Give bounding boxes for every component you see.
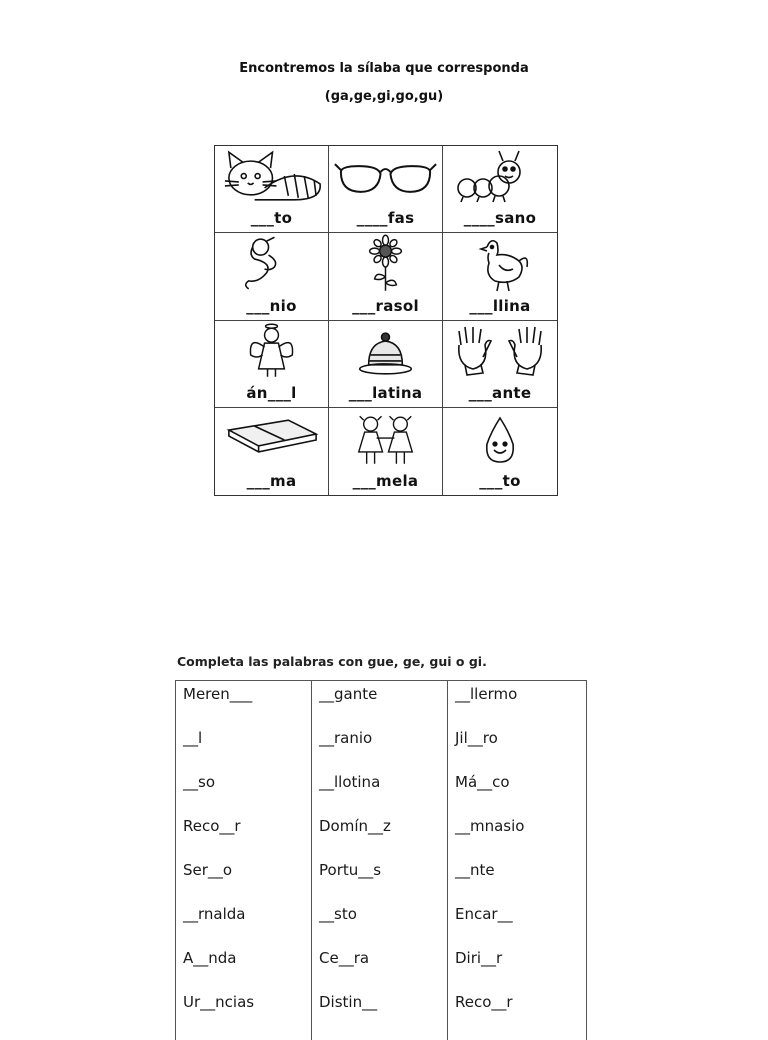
word-cell: __so	[183, 773, 215, 791]
word-cell: Reco__r	[183, 817, 241, 835]
word-cell: Ur__ncias	[183, 993, 255, 1011]
word-cell: Ce__ra	[319, 949, 370, 967]
picture-cell	[329, 233, 443, 320]
picture-cell	[215, 408, 329, 495]
sunflower-icon	[329, 233, 442, 295]
picture-label: ___llina	[469, 296, 531, 315]
picture-cell	[215, 233, 329, 320]
picture-cell	[215, 146, 329, 233]
picture-label: ___rasol	[352, 296, 419, 315]
word-cell: Reco__r	[455, 993, 513, 1011]
picture-cell	[443, 408, 557, 495]
picture-label: án___l	[246, 383, 297, 402]
word-cell: Portu__s	[319, 861, 382, 879]
word-cell: __gante	[319, 685, 378, 703]
jelly-icon	[329, 321, 442, 383]
picture-cell	[329, 146, 443, 233]
picture-cell	[329, 321, 443, 408]
word-cell: __sto	[319, 905, 357, 923]
twins-icon	[329, 408, 442, 470]
word-cell: __l	[183, 729, 203, 747]
word-cell: __nte	[455, 861, 495, 879]
genie-icon	[215, 233, 328, 295]
word-cell: __rnalda	[183, 905, 246, 923]
picture-label: ____sano	[463, 209, 537, 228]
hen-icon	[443, 233, 557, 295]
picture-label: ___mela	[352, 472, 419, 490]
word-column	[448, 681, 586, 1040]
word-column	[312, 681, 448, 1040]
word-cell: Distin__	[319, 993, 378, 1011]
word-cell: A__nda	[183, 949, 237, 967]
picture-cell	[443, 146, 557, 233]
angel-icon	[215, 321, 328, 383]
word-cell: Ser__o	[183, 861, 233, 879]
picture-label: ___ante	[468, 383, 532, 402]
glasses-icon	[329, 146, 442, 208]
eraser-icon	[215, 408, 328, 470]
word-cell: Diri__r	[455, 949, 503, 967]
picture-label: ___to	[250, 209, 293, 228]
word-cell: Domín__z	[319, 817, 391, 835]
exercise2-title: Completa las palabras con gue, ge, gui o gi.	[177, 654, 487, 669]
drop-icon	[443, 408, 557, 470]
gloves-icon	[443, 321, 557, 383]
picture-label: ___ma	[246, 472, 297, 490]
word-cell: __llotina	[319, 773, 381, 791]
word-cell: __ranio	[319, 729, 373, 747]
word-cell: Meren___	[183, 685, 253, 703]
word-cell: Jil__ro	[455, 729, 498, 747]
worksheet-title: Encontremos la sílaba que corresponda	[239, 61, 529, 76]
picture-label: ___latina	[348, 383, 423, 402]
picture-cell	[215, 321, 329, 408]
word-table	[175, 680, 587, 1040]
picture-cell	[443, 233, 557, 320]
word-column	[176, 681, 312, 1040]
syllable-list: (ga,ge,gi,go,gu)	[324, 89, 444, 104]
word-cell: __mnasio	[455, 817, 525, 835]
word-cell: Má__co	[455, 773, 510, 791]
word-cell: Encar__	[455, 905, 513, 923]
word-cell: __llermo	[455, 685, 518, 703]
picture-grid	[214, 145, 558, 496]
picture-cell	[329, 408, 443, 495]
cat-icon	[215, 146, 328, 208]
picture-label: ___to	[479, 472, 521, 490]
picture-label: ____fas	[356, 209, 415, 228]
caterpillar-icon	[443, 146, 557, 208]
picture-cell	[443, 321, 557, 408]
picture-label: ___nio	[246, 296, 297, 315]
